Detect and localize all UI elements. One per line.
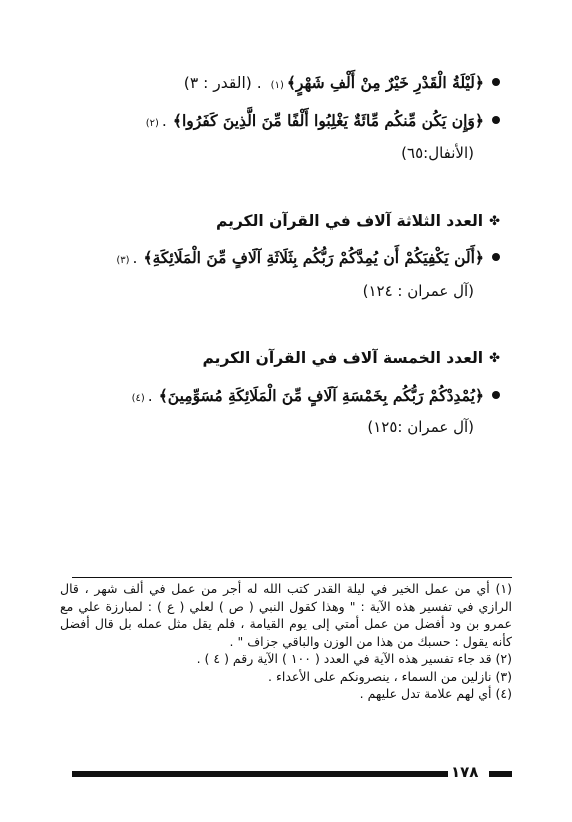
footnote-2: (٢) قد جاء تفسير هذه الآية في العدد ( ١٠٠ ) الآية رقم ( ٤ ) . <box>196 651 512 666</box>
verse-reference: (آل عمران : ١٢٤) <box>362 282 474 300</box>
footnote-mark: (٤) <box>131 393 145 404</box>
section-heading <box>216 212 500 230</box>
verse-item <box>70 385 500 410</box>
quran-verse: ﴿وَإِن يَكُن مِّنكُم مِّائَةٌ يَغْلِبُوا أَلْفًا مِّنَ الَّذِينَ كَفَرُوا﴾ <box>172 111 484 130</box>
verse-tail: . (القدر : ٣) <box>183 74 262 92</box>
star-icon: ✤ <box>489 350 500 366</box>
footnote-3: (٣) نازلين من السماء ، ينصرونكم على الأعداء . <box>268 668 512 684</box>
star-icon: ✤ <box>489 213 500 229</box>
bullet-icon <box>492 116 500 124</box>
verse-reference: (آل عمران :١٢٥) <box>367 418 474 436</box>
quran-verse: ﴿أَلَن يَكْفِيَكُمْ أَن يُمِدَّكُمْ رَبُّكُم بِثَلَاثَةِ آلَافٍ مِّنَ الْمَلَائِكَةِ﴾ <box>143 248 484 267</box>
section-heading <box>203 349 500 367</box>
verse-tail: . <box>161 112 167 130</box>
bullet-icon <box>492 253 500 261</box>
footnote-4: (٤) أي لهم علامة تدل عليهم . <box>359 686 512 701</box>
bullet-icon <box>492 391 500 399</box>
footnote-mark: (١) <box>270 80 284 91</box>
verse-tail: . <box>147 387 153 405</box>
footnote-separator <box>72 577 512 578</box>
footnote-mark: (٣) <box>116 255 130 266</box>
footnote-mark: (٢) <box>145 118 159 129</box>
section-heading-text: العدد الخمسة آلاف في القرآن الكريم <box>202 349 484 367</box>
quran-verse: ﴿لَيْلَةُ الْقَدْرِ خَيْرٌ مِنْ أَلْفِ شَهْرٍ﴾ <box>286 73 484 92</box>
verse-item <box>70 110 500 135</box>
footer-rule <box>72 771 448 777</box>
footnotes <box>60 580 512 703</box>
verse-reference: (الأنفال:٦٥) <box>401 144 474 162</box>
quran-verse: ﴿يُمْدِدْكُمْ رَبُّكُم بِخَمْسَةِ آلَافٍ مِّنَ الْمَلَائِكَةِ مُسَوِّمِينَ﴾ <box>158 386 484 405</box>
bullet-icon <box>492 78 500 86</box>
verse-item <box>70 247 500 272</box>
section-heading-text: العدد الثلاثة آلاف في القرآن الكريم <box>215 212 484 230</box>
verse-item <box>70 72 500 97</box>
verse-tail: . <box>132 249 138 267</box>
footnote-1: (١) أي من عمل الخير في ليلة القدر كتب الله له أجر من عمل في ألف شهر ، قال الرازي في تفسير هذه الآية : " وهذا كقول النبي ( ص ) لعلي ( ع ) : لمبارزة علي مع عمرو بن ود أفضل من عمل أمتي إلى يوم القيامة ، فلم يقل مثل عمله بل قال أفضل كأنه يقول : حسبك من هذا من الوزن والباقي جزاف " . <box>60 581 512 649</box>
page-number: ١٧٨ <box>451 763 479 781</box>
footer-rule-end <box>489 771 512 777</box>
